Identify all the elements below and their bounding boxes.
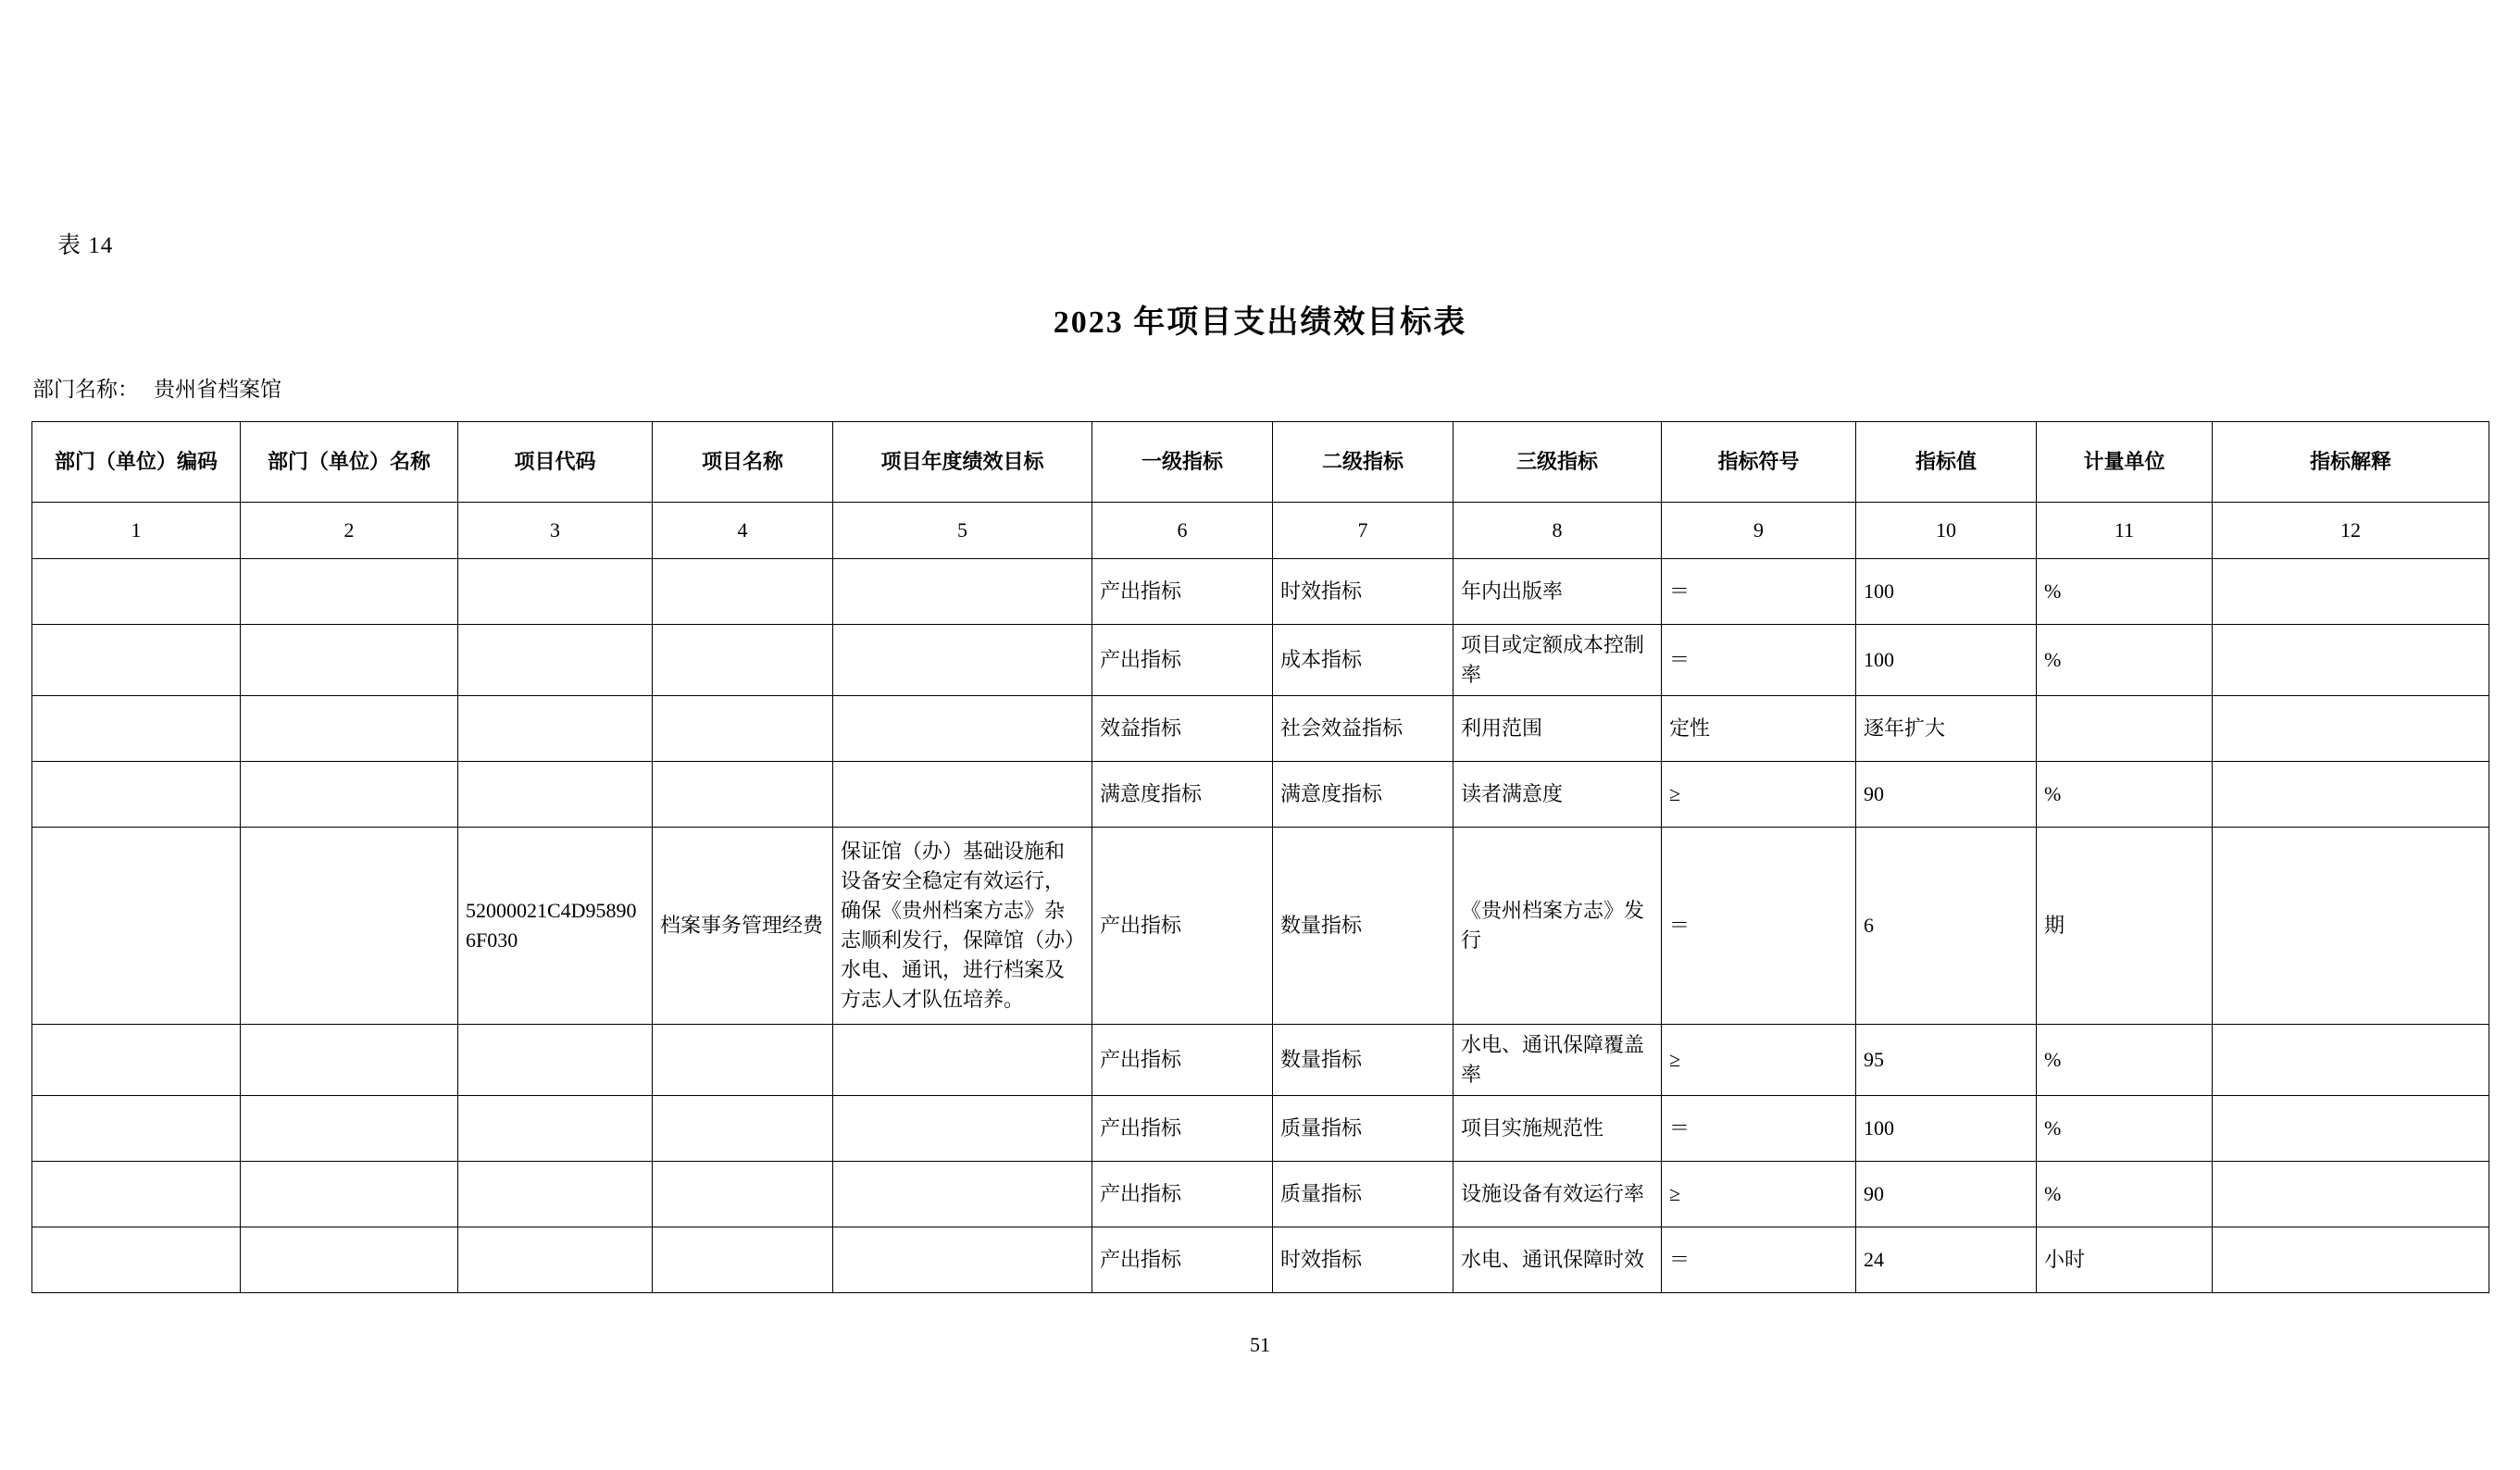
header-project-name: 项目名称 bbox=[653, 422, 833, 503]
cell-annual-goal bbox=[833, 559, 1092, 625]
cell-project-code bbox=[458, 625, 653, 696]
cell-annual-goal: 保证馆（办）基础设施和设备安全稳定有效运行，确保《贵州档案方志》杂志顺利发行，保障馆（办）水电、通讯，进行档案及方志人才队伍培养。 bbox=[833, 827, 1092, 1024]
department-name: 贵州省档案馆 bbox=[154, 378, 281, 401]
header-level1: 一级指标 bbox=[1092, 422, 1273, 503]
cell-dept-code bbox=[32, 1095, 241, 1161]
cell-explain bbox=[2213, 827, 2489, 1024]
cell-dept-name bbox=[241, 559, 458, 625]
column-number: 11 bbox=[2037, 503, 2213, 559]
column-number: 6 bbox=[1092, 503, 1273, 559]
cell-annual-goal bbox=[833, 1227, 1092, 1292]
performance-target-table bbox=[31, 421, 2489, 1293]
cell-level1: 产出指标 bbox=[1092, 1095, 1273, 1161]
cell-dept-name bbox=[241, 1161, 458, 1227]
table-row bbox=[32, 559, 2489, 625]
cell-symbol: ＝ bbox=[1662, 827, 1856, 1024]
cell-level3: 利用范围 bbox=[1453, 695, 1662, 761]
cell-dept-code bbox=[32, 625, 241, 696]
cell-annual-goal bbox=[833, 1095, 1092, 1161]
table-row-main-project bbox=[32, 827, 2489, 1024]
cell-symbol: ＝ bbox=[1662, 625, 1856, 696]
cell-value: 24 bbox=[1856, 1227, 2037, 1292]
cell-project-code bbox=[458, 1161, 653, 1227]
cell-unit bbox=[2037, 695, 2213, 761]
cell-project-code bbox=[458, 695, 653, 761]
cell-project-name bbox=[653, 1161, 833, 1227]
cell-project-code bbox=[458, 559, 653, 625]
cell-explain bbox=[2213, 625, 2489, 696]
table-row bbox=[32, 625, 2489, 696]
cell-explain bbox=[2213, 1227, 2489, 1292]
cell-level3: 读者满意度 bbox=[1453, 761, 1662, 827]
cell-unit: % bbox=[2037, 1161, 2213, 1227]
cell-level1: 产出指标 bbox=[1092, 827, 1273, 1024]
cell-value: 100 bbox=[1856, 625, 2037, 696]
cell-level1: 产出指标 bbox=[1092, 1161, 1273, 1227]
cell-dept-code bbox=[32, 761, 241, 827]
column-number: 8 bbox=[1453, 503, 1662, 559]
cell-explain bbox=[2213, 1024, 2489, 1095]
header-level3: 三级指标 bbox=[1453, 422, 1662, 503]
page-number: 51 bbox=[1250, 1333, 1270, 1356]
cell-value: 逐年扩大 bbox=[1856, 695, 2037, 761]
table-row bbox=[32, 1161, 2489, 1227]
column-number: 3 bbox=[458, 503, 653, 559]
cell-symbol: ＝ bbox=[1662, 559, 1856, 625]
cell-project-code bbox=[458, 1024, 653, 1095]
header-explain: 指标解释 bbox=[2213, 422, 2489, 503]
cell-dept-code bbox=[32, 559, 241, 625]
cell-project-name bbox=[653, 1095, 833, 1161]
cell-annual-goal bbox=[833, 1161, 1092, 1227]
column-number: 4 bbox=[653, 503, 833, 559]
cell-symbol: ≥ bbox=[1662, 1024, 1856, 1095]
cell-dept-name bbox=[241, 1095, 458, 1161]
cell-level3: 水电、通讯保障覆盖率 bbox=[1453, 1024, 1662, 1095]
header-symbol: 指标符号 bbox=[1662, 422, 1856, 503]
cell-level1: 产出指标 bbox=[1092, 625, 1273, 696]
cell-symbol: ＝ bbox=[1662, 1227, 1856, 1292]
header-unit: 计量单位 bbox=[2037, 422, 2213, 503]
cell-value: 100 bbox=[1856, 1095, 2037, 1161]
cell-project-code bbox=[458, 761, 653, 827]
cell-value: 100 bbox=[1856, 559, 2037, 625]
cell-level2: 成本指标 bbox=[1273, 625, 1453, 696]
cell-project-code: 52000021C4D958906F030 bbox=[458, 827, 653, 1024]
cell-level2: 质量指标 bbox=[1273, 1095, 1453, 1161]
cell-level2: 满意度指标 bbox=[1273, 761, 1453, 827]
header-dept-name: 部门（单位）名称 bbox=[241, 422, 458, 503]
cell-level3: 年内出版率 bbox=[1453, 559, 1662, 625]
cell-unit: % bbox=[2037, 559, 2213, 625]
cell-explain bbox=[2213, 695, 2489, 761]
cell-dept-name bbox=[241, 1024, 458, 1095]
cell-project-name bbox=[653, 1024, 833, 1095]
cell-level3: 项目实施规范性 bbox=[1453, 1095, 1662, 1161]
column-number: 5 bbox=[833, 503, 1092, 559]
cell-project-name bbox=[653, 761, 833, 827]
cell-dept-name bbox=[241, 761, 458, 827]
cell-unit: % bbox=[2037, 761, 2213, 827]
cell-explain bbox=[2213, 559, 2489, 625]
cell-level2: 时效指标 bbox=[1273, 559, 1453, 625]
cell-value: 90 bbox=[1856, 761, 2037, 827]
cell-annual-goal bbox=[833, 695, 1092, 761]
cell-value: 6 bbox=[1856, 827, 2037, 1024]
cell-dept-name bbox=[241, 1227, 458, 1292]
table-row bbox=[32, 761, 2489, 827]
cell-level1: 产出指标 bbox=[1092, 1227, 1273, 1292]
table-label: 表 14 bbox=[57, 233, 114, 258]
cell-dept-name bbox=[241, 625, 458, 696]
cell-project-name bbox=[653, 625, 833, 696]
column-number: 2 bbox=[241, 503, 458, 559]
cell-explain bbox=[2213, 761, 2489, 827]
cell-project-name: 档案事务管理经费 bbox=[653, 827, 833, 1024]
table-row bbox=[32, 1227, 2489, 1292]
column-number: 1 bbox=[32, 503, 241, 559]
column-number: 9 bbox=[1662, 503, 1856, 559]
column-number: 10 bbox=[1856, 503, 2037, 559]
cell-unit: % bbox=[2037, 1024, 2213, 1095]
cell-project-code bbox=[458, 1227, 653, 1292]
cell-annual-goal bbox=[833, 761, 1092, 827]
column-number: 7 bbox=[1273, 503, 1453, 559]
cell-value: 90 bbox=[1856, 1161, 2037, 1227]
cell-unit: 小时 bbox=[2037, 1227, 2213, 1292]
cell-dept-name bbox=[241, 695, 458, 761]
cell-dept-code bbox=[32, 1161, 241, 1227]
cell-project-name bbox=[653, 559, 833, 625]
header-dept-code: 部门（单位）编码 bbox=[32, 422, 241, 503]
cell-dept-code bbox=[32, 1227, 241, 1292]
cell-level3: 水电、通讯保障时效 bbox=[1453, 1227, 1662, 1292]
department-label: 部门名称： bbox=[32, 378, 139, 401]
cell-value: 95 bbox=[1856, 1024, 2037, 1095]
cell-level2: 质量指标 bbox=[1273, 1161, 1453, 1227]
cell-annual-goal bbox=[833, 625, 1092, 696]
cell-level2: 社会效益指标 bbox=[1273, 695, 1453, 761]
cell-unit: % bbox=[2037, 1095, 2213, 1161]
table-row bbox=[32, 695, 2489, 761]
column-number: 12 bbox=[2213, 503, 2489, 559]
cell-level3: 设施设备有效运行率 bbox=[1453, 1161, 1662, 1227]
cell-symbol: 定性 bbox=[1662, 695, 1856, 761]
cell-level1: 产出指标 bbox=[1092, 559, 1273, 625]
cell-level1: 满意度指标 bbox=[1092, 761, 1273, 827]
cell-explain bbox=[2213, 1161, 2489, 1227]
cell-level3: 《贵州档案方志》发行 bbox=[1453, 827, 1662, 1024]
cell-level1: 产出指标 bbox=[1092, 1024, 1273, 1095]
cell-dept-code bbox=[32, 1024, 241, 1095]
cell-level2: 数量指标 bbox=[1273, 827, 1453, 1024]
cell-level2: 数量指标 bbox=[1273, 1024, 1453, 1095]
cell-dept-code bbox=[32, 827, 241, 1024]
page-title: 2023 年项目支出绩效目标表 bbox=[1053, 305, 1467, 340]
cell-level1: 效益指标 bbox=[1092, 695, 1273, 761]
cell-level3: 项目或定额成本控制率 bbox=[1453, 625, 1662, 696]
cell-project-name bbox=[653, 695, 833, 761]
cell-explain bbox=[2213, 1095, 2489, 1161]
cell-dept-code bbox=[32, 695, 241, 761]
header-project-code: 项目代码 bbox=[458, 422, 653, 503]
cell-project-code bbox=[458, 1095, 653, 1161]
header-annual-goal: 项目年度绩效目标 bbox=[833, 422, 1092, 503]
cell-symbol: ＝ bbox=[1662, 1095, 1856, 1161]
cell-project-name bbox=[653, 1227, 833, 1292]
table-row bbox=[32, 1024, 2489, 1095]
cell-unit: 期 bbox=[2037, 827, 2213, 1024]
table-header-row bbox=[32, 422, 2489, 503]
header-value: 指标值 bbox=[1856, 422, 2037, 503]
cell-unit: % bbox=[2037, 625, 2213, 696]
cell-symbol: ≥ bbox=[1662, 1161, 1856, 1227]
header-level2: 二级指标 bbox=[1273, 422, 1453, 503]
department-line bbox=[32, 372, 281, 403]
table-row bbox=[32, 1095, 2489, 1161]
cell-symbol: ≥ bbox=[1662, 761, 1856, 827]
cell-level2: 时效指标 bbox=[1273, 1227, 1453, 1292]
cell-annual-goal bbox=[833, 1024, 1092, 1095]
table-column-number-row bbox=[32, 503, 2489, 559]
cell-dept-name bbox=[241, 827, 458, 1024]
